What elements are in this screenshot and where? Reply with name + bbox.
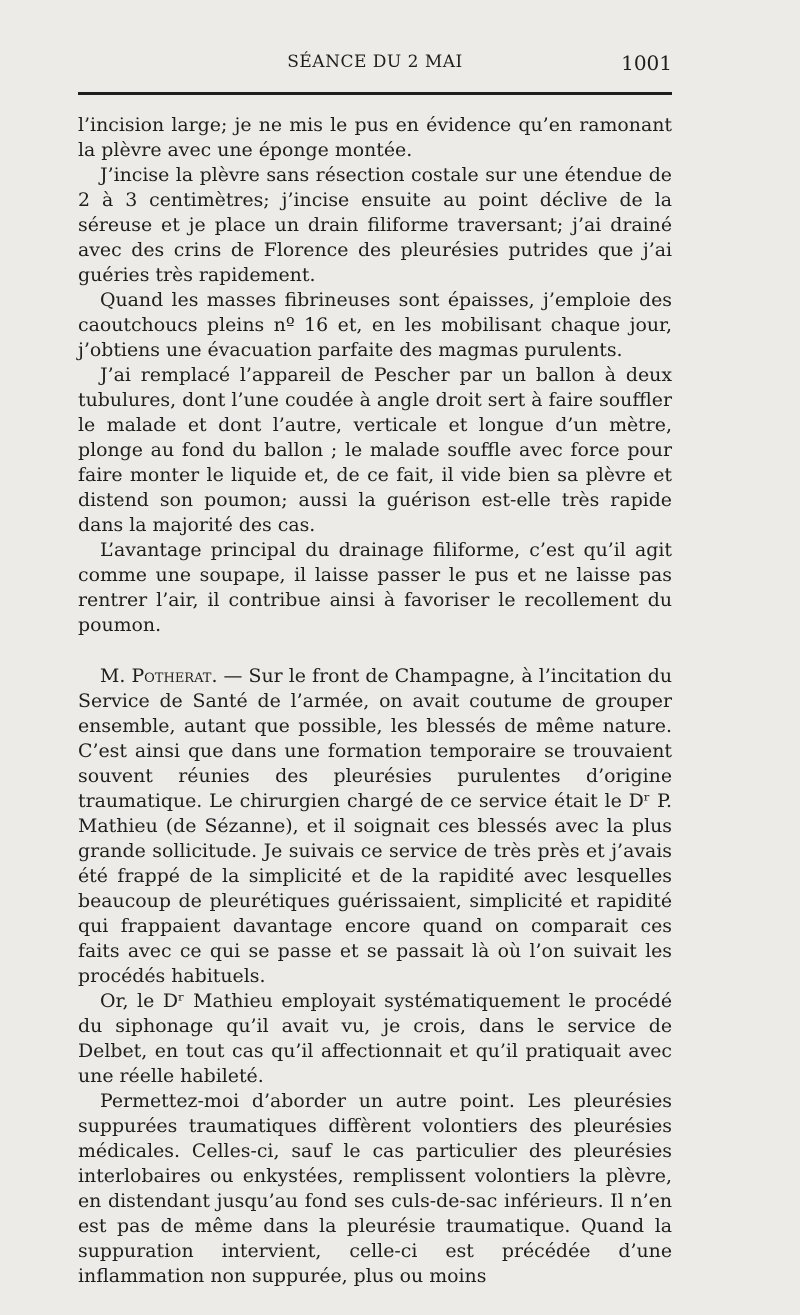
running-head: SÉANCE DU 2 MAI [287, 52, 463, 72]
paragraph-potherat-text: — Sur le front de Champagne, à l’incitation du Service de Santé de l’armée, on avait coutume de grouper ensemble, autant que possible, les blessés de même nature. C’est ainsi que dans une formation temporaire se trouvaient souvent réunies des pleurésies purulentes d’origine traumatique. Le chirurgien chargé de ce service était le Dʳ P. Mathieu (de Sézanne), et il soignait ces blessés avec la plus grande sollicitude. Je suivais ce service de très près et j’avais été frappé de la simplicité et de la rapidité avec lesquelles beaucoup de pleurétiques guérissaient, simplicité et rapidité qui frappaient davantage encore quand on comparait ces faits avec ce qui se passe et se passait là où l’on suivait les procédés habituels. [78, 665, 672, 987]
page-number: 1001 [621, 51, 672, 75]
speaker-name: M. Potherat. [100, 665, 218, 687]
paragraph-potherat [78, 664, 672, 989]
paragraph-gap [78, 638, 672, 664]
paragraph-mathieu: Or, le Dʳ Mathieu employait systématiquement le procédé du siphonage qu’il avait vu, je crois, dans le service de Delbet, en tout cas qu’il affectionnait et qu’il pratiquait avec une réelle habileté. [78, 990, 672, 1087]
header-rule [78, 92, 672, 95]
paragraph-incision: J’incise la plèvre sans résection costale sur une étendue de 2 à 3 centimètres; j’incise ensuite au point déclive de la séreuse et je place un drain filiforme traversant; j’ai drainé avec des crins de Florence des pleurésies putrides que j’ai guéries très rapidement. [78, 164, 672, 286]
page-header [78, 52, 672, 82]
body-text [78, 113, 672, 1289]
paragraph-pescher-apparatus: J’ai remplacé l’appareil de Pescher par un ballon à deux tubulures, dont l’une coudée à angle droit sert à faire souffler le malade et dont l’autre, verticale et longue d’un mètre, plonge au fond du ballon ; le malade souffle avec force pour faire monter le liquide et, de ce fait, il vide bien sa plèvre et distend son poumon; aussi la guérison est-elle très rapide dans la majorité des cas. [78, 364, 672, 536]
paragraph-fibrinous-masses: Quand les masses fibrineuses sont épaisses, j’emploie des caoutchoucs pleins nº 16 et, en les mobilisant chaque jour, j’obtiens une évacuation parfaite des magmas purulents. [78, 289, 672, 361]
paragraph-traumatic-pleurisy: Permettez-moi d’aborder un autre point. Les pleurésies suppurées traumatiques diffèrent volontiers des pleurésies médicales. Celles-ci, sauf le cas particulier des pleurésies interlobaires ou enkystées, remplissent volontiers la plèvre, en distendant jusqu’au fond ses culs-de-sac inférieurs. Il n’en est pas de même dans la pleurésie traumatique. Quand la suppuration intervient, celle-ci est précédée d’une inflammation non suppurée, plus ou moins [78, 1090, 672, 1287]
paragraph-continued: l’incision large; je ne mis le pus en évidence qu’en ramonant la plèvre avec une éponge montée. [78, 114, 672, 161]
paragraph-drainage-advantage: L’avantage principal du drainage filiforme, c’est qu’il agit comme une soupape, il laisse passer le pus et ne laisse pas rentrer l’air, il contribue ainsi à favoriser le recollement du poumon. [78, 539, 672, 636]
